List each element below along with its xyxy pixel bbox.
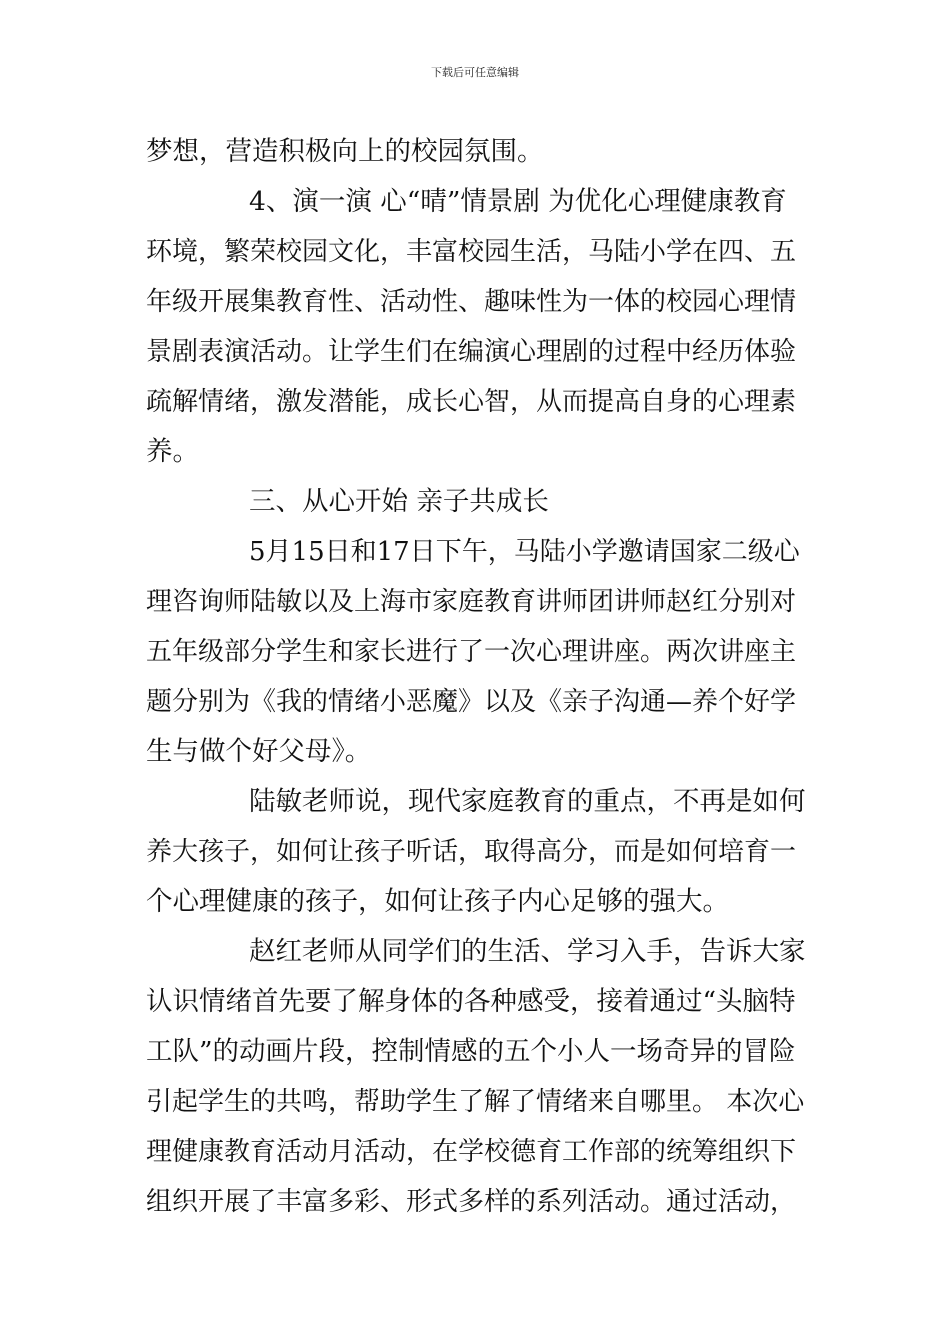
text-line: 理健康教育活动月活动，在学校德育工作部的统筹组织下 [146,1137,797,1167]
text-line: 景剧表演活动。让学生们在编演心理剧的过程中经历体验 [146,337,797,367]
text-line: 年级开展集教育性、活动性、趣味性为一体的校园心理情 [146,287,797,317]
text-line: 引起学生的共鸣，帮助学生了解了情绪来自哪里。 本次心 [146,1087,805,1117]
text-line: 4、演一演 心“晴”情景剧 为优化心理健康教育 [249,186,787,217]
text-line: 理咨询师陆敏以及上海市家庭教育讲师团讲师赵红分别对 [146,587,797,617]
text-line: 5月15日和17日下午，马陆小学邀请国家二级心 [249,537,800,567]
text-line: 三、从心开始 亲子共成长 [249,486,549,517]
document-body [146,127,806,1227]
text-line: 认识情绪首先要了解身体的各种感受，接着通过“头脑特 [146,986,796,1017]
text-line: 工队”的动画片段，控制情感的五个小人一场奇异的冒险 [146,1036,796,1067]
text-line: 五年级部分学生和家长进行了一次心理讲座。两次讲座主 [146,637,797,667]
text-line: 组织开展了丰富多彩、形式多样的系列活动。通过活动， [146,1187,797,1217]
text-line: 环境，繁荣校园文化，丰富校园生活，马陆小学在四、五 [146,237,797,267]
page-header: 下载后可任意编辑 [431,66,519,79]
text-line: 生与做个好父母》。 [146,736,372,767]
text-line: 养。 [146,436,199,467]
text-line: 陆敏老师说，现代家庭教育的重点，不再是如何 [249,786,806,817]
text-line: 赵红老师从同学们的生活、学习入手，告诉大家 [249,936,806,967]
text-line: 疏解情绪，激发潜能，成长心智，从而提高自身的心理素 [146,387,797,417]
text-line: 养大孩子，如何让孩子听话，取得高分，而是如何培育一 [146,837,797,867]
text-line: 题分别为《我的情绪小恶魔》以及《亲子沟通—养个好学 [146,687,797,717]
text-line: 梦想，营造积极向上的校园氛围。 [146,136,544,167]
text-line: 个心理健康的孩子，如何让孩子内心足够的强大。 [146,886,729,917]
